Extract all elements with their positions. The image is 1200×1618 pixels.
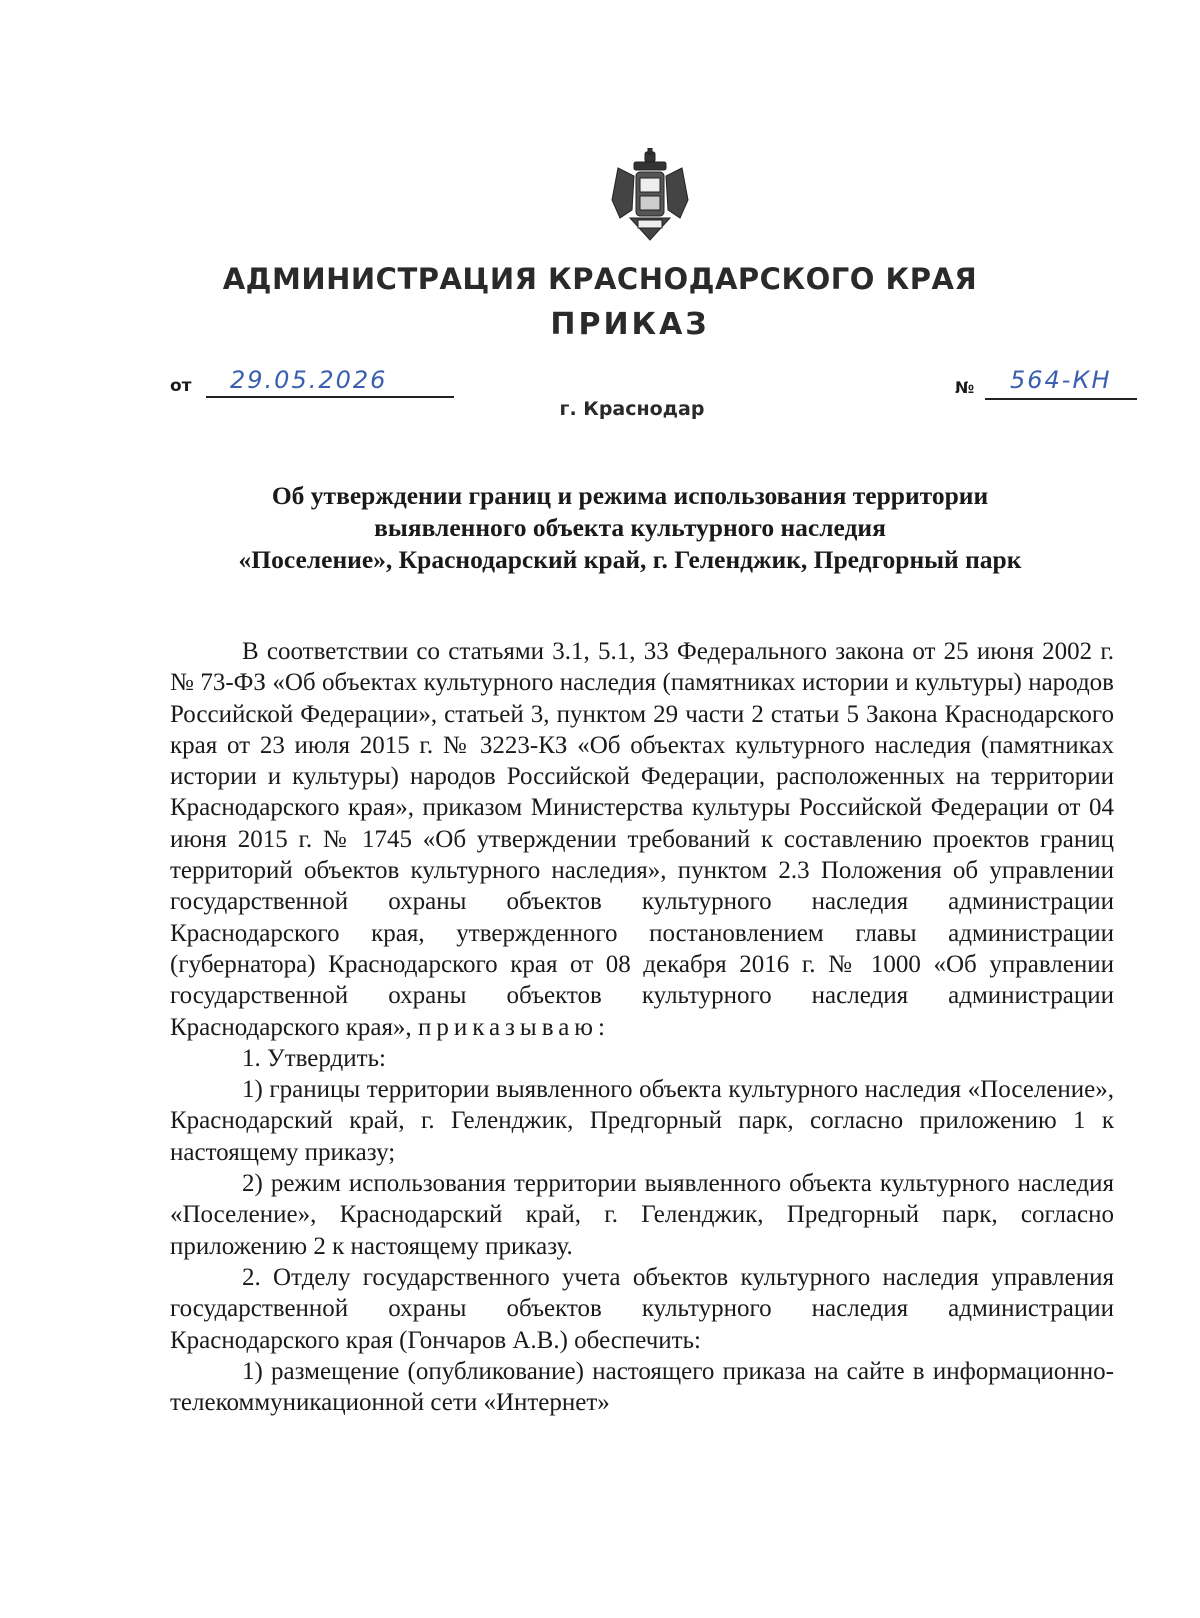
item-2-1: 1) размещение (опубликование) настоящего приказа на сайте в информационно-телекоммуникационной сети «Интернет»: [170, 1357, 1114, 1417]
orders-word: приказываю:: [417, 1013, 610, 1041]
document-type: ПРИКАЗ: [550, 307, 710, 342]
coat-of-arms-icon: [604, 148, 696, 244]
subject-line-3: «Поселение», Краснодарский край, г. Геленджик, Предгорный парк: [238, 545, 1022, 574]
city-label: г. Краснодар: [559, 398, 705, 420]
subject-line-2: выявленного объекта культурного наследия: [374, 513, 886, 542]
document-subject: [150, 480, 1110, 576]
date-label: от: [170, 376, 192, 396]
item-1-1: 1) границы территории выявленного объекта культурного наследия «Поселение», Краснодарский край, г. Геленджик, Предгорный парк, согласно приложению 1 к настоящему приказу;: [170, 1076, 1114, 1166]
date-handwritten: 29.05.2026: [230, 366, 388, 394]
preamble-paragraph: [170, 636, 1114, 1043]
organization-title: АДМИНИСТРАЦИЯ КРАСНОДАРСКОГО КРАЯ: [222, 262, 978, 296]
subject-line-1: Об утверждении границ и режима использования территории: [271, 481, 989, 510]
document-body: [170, 636, 1114, 1418]
item-2: 2. Отделу государственного учета объектов культурного наследия управления государственной охраны объектов культурного наследия администрации Краснодарского края (Гончаров А.В.) обеспечить:: [170, 1263, 1114, 1354]
preamble-text: В соответствии со статьями 3.1, 5.1, 33 Федерального закона от 25 июня 2002 г. № 73-ФЗ «Об объектах культурного наследия (памятниках истории и культуры) народов Российской Федерации», статьей 3, пунктом 29 части 2 статьи 5 Закона Краснодарского края от 23 июля 2015 г. № 3223-КЗ «Об объектах культурного наследия (памятниках истории и культуры) народов Российской Федерации, расположенных на территории Краснодарского края», приказом Министерства культуры Российской Федерации от 04 июня 2015 г. № 1745 «Об утверждении требований к составлению проектов границ территорий объектов культурного наследия», пунктом 2.3 Положения об управлении государственной охраны объектов культурного наследия администрации Краснодарского края, утвержденного постановлением главы администрации (губернатора) Краснодарского края от 08 декабря 2016 г. № 1000 «Об управлении государственной охраны объектов культурного наследия администрации Краснодарского края»,: [170, 638, 1114, 1041]
number-underline: [985, 398, 1137, 400]
number-label: №: [955, 378, 975, 397]
item-1-2: 2) режим использования территории выявленного объекта культурного наследия «Поселение», Краснодарский край, г. Геленджик, Предгорный парк, согласно приложению 2 к настоящему приказу.: [170, 1170, 1114, 1260]
number-handwritten: 564-КН: [1010, 366, 1112, 394]
item-1: 1. Утвердить:: [242, 1044, 386, 1072]
